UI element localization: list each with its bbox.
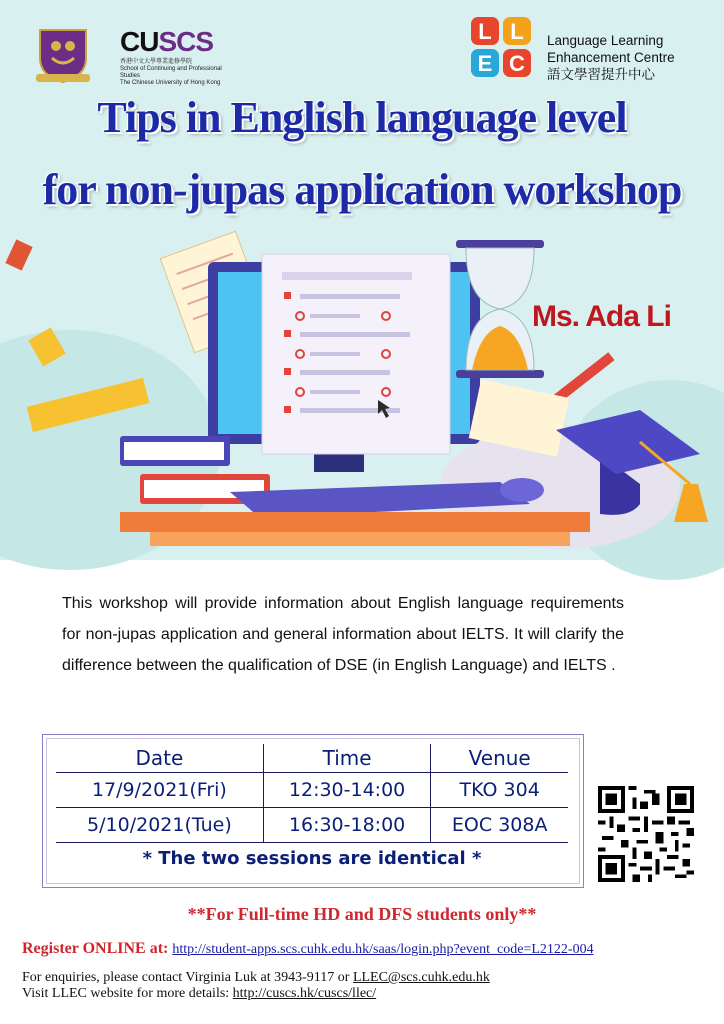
eligibility-note: **For Full-time HD and DFS students only** <box>187 904 537 924</box>
quiz-document-icon <box>262 254 450 454</box>
registration-qr-code[interactable] <box>598 786 694 882</box>
enquiry-email-link[interactable]: LLEC@scs.cuhk.edu.hk <box>352 970 490 985</box>
speaker-name: Ms. Ada Li <box>532 300 671 333</box>
session-date: 17/9/2021(Fri) <box>56 773 263 808</box>
cuscs-subtitle-school: School of Continuing and Professional Studies <box>120 66 222 79</box>
column-header-date: Date <box>56 744 263 773</box>
registration-line <box>22 940 594 958</box>
workshop-title-line2: for non-jupas application workshop <box>42 165 682 214</box>
session-date: 5/10/2021(Tue) <box>56 808 263 843</box>
svg-text:E: E <box>477 51 493 76</box>
column-header-time: Time <box>263 744 431 773</box>
svg-text:L: L <box>510 19 524 44</box>
workshop-title-line1: Tips in English language level <box>97 93 627 142</box>
svg-text:C: C <box>509 51 525 76</box>
enquiry-line <box>22 970 490 986</box>
llec-name-line2: Enhancement Centre <box>547 50 675 65</box>
cuscs-subtitle-chinese: 香港中文大學專業進修學院 <box>120 59 193 65</box>
website-text: Visit LLEC website for more details: <box>22 986 230 1001</box>
enquiry-block <box>22 970 490 1002</box>
session-venue: EOC 308A <box>431 808 568 843</box>
llec-logo <box>470 16 532 78</box>
cuscs-subtitle <box>120 59 240 87</box>
llec-website-link[interactable]: http://cuscs.hk/cuscs/llec/ <box>232 986 377 1001</box>
llec-name-line1: Language Learning <box>547 33 664 48</box>
registration-link[interactable]: http://student-apps.scs.cuhk.edu.hk/saas/login.php?event_code=L2122-004 <box>172 942 594 957</box>
schedule-note-row <box>56 843 568 874</box>
schedule-header-row <box>56 744 568 773</box>
llec-name <box>547 32 675 83</box>
cuhk-crest-logo <box>34 24 92 86</box>
session-venue: TKO 304 <box>431 773 568 808</box>
cuscs-subtitle-university: The Chinese University of Hong Kong <box>120 80 221 86</box>
workshop-description: This workshop will provide information about English language requirements for non-jupas application and general information about IELTS. It will clarify the difference between the qualification of DSE (in English Language) and IELTS . <box>62 595 624 674</box>
cuscs-brand: CUSCS <box>120 26 214 57</box>
schedule-table <box>56 744 568 873</box>
study-illustration <box>0 222 724 562</box>
llec-name-chinese: 語文學習提升中心 <box>547 67 655 82</box>
enquiry-text: For enquiries, please contact Virginia Luk at 3943-9117 or <box>22 970 350 985</box>
session-time: 16:30-18:00 <box>263 808 431 843</box>
website-line <box>22 986 490 1002</box>
svg-text:L: L <box>478 19 492 44</box>
session-time: 12:30-14:00 <box>263 773 431 808</box>
session-row <box>56 773 568 808</box>
mouse-icon <box>500 478 544 502</box>
register-label: Register ONLINE at: <box>22 940 169 957</box>
session-row <box>56 808 568 843</box>
cuscs-logo <box>120 26 240 87</box>
identical-sessions-note: * The two sessions are identical * <box>142 847 482 869</box>
column-header-venue: Venue <box>431 744 568 773</box>
